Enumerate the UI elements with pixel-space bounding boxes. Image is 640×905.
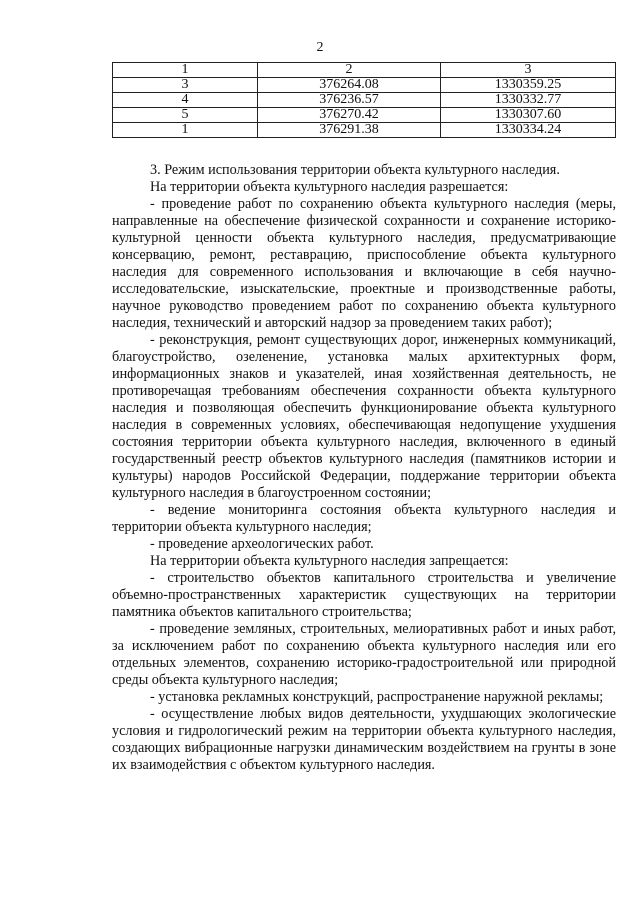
- table-row: [113, 93, 616, 108]
- forbidden-item: - установка рекламных конструкций, распространение наружной рекламы;: [150, 689, 604, 705]
- x-coordinate-cell: 376291.38: [258, 123, 441, 138]
- forbidden-item: - проведение земляных, строительных, мелиоративных работ и иных работ, за исключением работ по сохранению объекта культурного наследия или его отдельных элементов, сохранению историко-градостроительной или природной среды объекта культурного наследия;: [112, 621, 616, 688]
- y-coordinate-cell: 1330359.25: [441, 78, 616, 93]
- forbidden-intro: На территории объекта культурного наследия запрещается:: [150, 553, 509, 569]
- section-title: 3. Режим использования территории объекта культурного наследия.: [150, 162, 560, 178]
- coordinates-table: [112, 62, 616, 138]
- allowed-intro: На территории объекта культурного наследия разрешается:: [150, 179, 509, 195]
- forbidden-item: - осуществление любых видов деятельности, ухудшающих экологические условия и гидрологический режим на территории объекта культурного наследия, создающих вибрационные нагрузки динамическим воздействием на грунты в зоне их взаимодействия с объектом культурного наследия.: [112, 706, 616, 773]
- table-header-cell: 1: [113, 63, 258, 78]
- y-coordinate-cell: 1330332.77: [441, 93, 616, 108]
- page-number: 2: [316, 40, 324, 55]
- document-body: [112, 162, 616, 774]
- forbidden-item: - строительство объектов капитального строительства и увеличение объемно-пространственных характеристик существующих на территории памятника объектов капитального строительства;: [112, 570, 616, 620]
- table-header-cell: 2: [258, 63, 441, 78]
- table-header-cell: 3: [441, 63, 616, 78]
- table-row: [113, 123, 616, 138]
- table-row: [113, 78, 616, 93]
- point-number-cell: 3: [113, 78, 258, 93]
- allowed-item: - проведение археологических работ.: [150, 536, 374, 552]
- point-number-cell: 5: [113, 108, 258, 123]
- table-header-row: [113, 63, 616, 78]
- x-coordinate-cell: 376270.42: [258, 108, 441, 123]
- x-coordinate-cell: 376236.57: [258, 93, 441, 108]
- y-coordinate-cell: 1330307.60: [441, 108, 616, 123]
- table-row: [113, 108, 616, 123]
- point-number-cell: 4: [113, 93, 258, 108]
- point-number-cell: 1: [113, 123, 258, 138]
- y-coordinate-cell: 1330334.24: [441, 123, 616, 138]
- allowed-item: - проведение работ по сохранению объекта культурного наследия (меры, направленные на обеспечение физической сохранности и сохранение историко-культурной ценности объекта культурного наследия, предусматривающие консервацию, ремонт, реставрацию, приспособление объекта культурного наследия для современного использования и включающие в себя научно-исследовательские, изыскательские, проектные и производственные работы, научное руководство проведением работ по сохранению объекта культурного наследия, технический и авторский надзор за проведением таких работ);: [112, 196, 616, 331]
- allowed-item: - реконструкция, ремонт существующих дорог, инженерных коммуникаций, благоустройство, озеленение, установка малых архитектурных форм, информационных знаков и указателей, иная хозяйственная деятельность, не противоречащая требованиям обеспечения сохранности объекта культурного наследия и позволяющая обеспечить функционирование объекта культурного наследия в современных условиях, обеспечивающая недопущение ухудшения состояния территории объекта культурного наследия, включенного в единый государственный реестр объектов культурного наследия (памятников истории и культуры) народов Российской Федерации, поддержание территории объекта культурного наследия в благоустроенном состоянии;: [112, 332, 616, 501]
- allowed-item: - ведение мониторинга состояния объекта культурного наследия и территории объекта культурного наследия;: [112, 502, 616, 535]
- x-coordinate-cell: 376264.08: [258, 78, 441, 93]
